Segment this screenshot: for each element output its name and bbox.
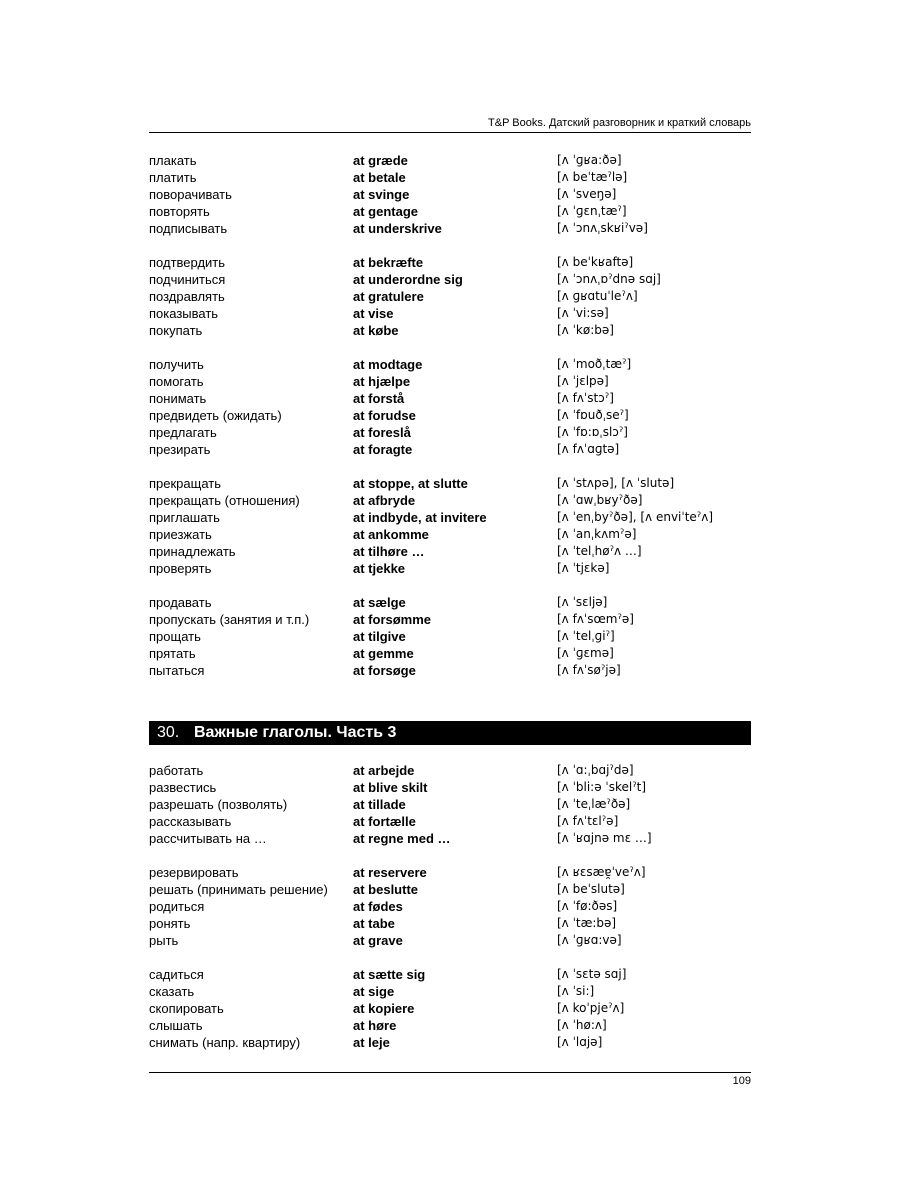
vocab-row [149, 830, 751, 847]
danish-term: at betale [353, 170, 406, 185]
russian-term: родиться [149, 899, 205, 914]
transcription: [ʌ ˈʁɑjnə mɛ …] [557, 831, 652, 845]
russian-term: прощать [149, 629, 201, 644]
vocab-row [149, 796, 751, 813]
danish-term: at forstå [353, 391, 405, 406]
danish-term: at leje [353, 1035, 390, 1050]
danish-term: at tilgive [353, 629, 406, 644]
transcription: [ʌ ɡʁɑtuˈleˀʌ] [557, 289, 638, 303]
transcription: [ʌ fʌˈsøˀjə] [557, 663, 621, 677]
section-title: Важные глаголы. Часть 3 [194, 724, 397, 741]
transcription: [ʌ ˈfɒuðˌseˀ] [557, 408, 629, 422]
russian-term: предлагать [149, 425, 217, 440]
vocab-row [149, 628, 751, 645]
vocab-row [149, 254, 751, 271]
vocab-group [149, 966, 751, 1051]
russian-term: скопировать [149, 1001, 224, 1016]
vocab-row [149, 779, 751, 796]
danish-term: at grave [353, 933, 403, 948]
vocab-group [149, 594, 751, 679]
russian-term: прекращать (отношения) [149, 493, 300, 508]
vocab-row [149, 152, 751, 169]
transcription: [ʌ ˈenˌbyˀðə], [ʌ enviˈteˀʌ] [557, 510, 713, 524]
vocab-row [149, 203, 751, 220]
vocab-group [149, 152, 751, 237]
vocab-row [149, 288, 751, 305]
transcription: [ʌ ˈɔnʌˌskʁiˀvə] [557, 221, 648, 235]
russian-term: подписывать [149, 221, 228, 236]
vocab-group [149, 254, 751, 339]
danish-term: at afbryde [353, 493, 416, 508]
transcription: [ʌ ˈɑ:ˌbɑjˀdə] [557, 763, 634, 777]
danish-term: at fortælle [353, 814, 416, 829]
russian-term: ронять [149, 916, 191, 931]
transcription: [ʌ beˈkʁaftə] [557, 255, 634, 269]
transcription: [ʌ fʌˈsœmˀə] [557, 612, 634, 626]
transcription: [ʌ ˈɡʁa:ðə] [557, 153, 622, 167]
russian-term: помогать [149, 374, 204, 389]
danish-term: at modtage [353, 357, 423, 372]
danish-term: at svinge [353, 187, 410, 202]
vocab-row [149, 271, 751, 288]
vocab-row [149, 1000, 751, 1017]
russian-term: продавать [149, 595, 212, 610]
danish-term: at hjælpe [353, 374, 411, 389]
vocab-row [149, 356, 751, 373]
russian-term: слышать [149, 1018, 203, 1033]
vocab-row [149, 762, 751, 779]
transcription: [ʌ ˈanˌkʌmˀə] [557, 527, 637, 541]
russian-term: рассчитывать на … [149, 831, 267, 846]
vocab-row [149, 915, 751, 932]
transcription: [ʌ ˈteˌlæˀðə] [557, 797, 631, 811]
danish-term: at ankomme [353, 527, 429, 542]
russian-term: предвидеть (ожидать) [149, 408, 282, 423]
danish-term: at bekræfte [353, 255, 424, 270]
danish-term: at sælge [353, 595, 406, 610]
russian-term: садиться [149, 967, 204, 982]
vocab-row [149, 526, 751, 543]
danish-term: at kopiere [353, 1001, 415, 1016]
danish-term: at fødes [353, 899, 403, 914]
russian-term: прекращать [149, 476, 222, 491]
vocab-row [149, 1034, 751, 1051]
russian-term: платить [149, 170, 197, 185]
danish-term: at købe [353, 323, 399, 338]
vocab-row [149, 611, 751, 628]
danish-term: at gentage [353, 204, 419, 219]
vocab-row [149, 424, 751, 441]
transcription: [ʌ ˈsi:] [557, 984, 595, 998]
danish-term: at forsøge [353, 663, 416, 678]
russian-term: повторять [149, 204, 210, 219]
russian-term: пропускать (занятия и т.п.) [149, 612, 310, 627]
russian-term: понимать [149, 391, 207, 406]
vocab-row [149, 390, 751, 407]
danish-term: at blive skilt [353, 780, 428, 795]
transcription: [ʌ ˈɡʁɑ:və] [557, 933, 622, 947]
transcription: [ʌ ˈɡɛmə] [557, 646, 614, 660]
transcription: [ʌ ˈtelˌɡiˀ] [557, 629, 615, 643]
danish-term: at indbyde, at invitere [353, 510, 487, 525]
russian-term: поздравлять [149, 289, 225, 304]
vocab-group [149, 356, 751, 458]
danish-term: at arbejde [353, 763, 415, 778]
russian-term: подтвердить [149, 255, 226, 270]
page-number: 109 [732, 1075, 751, 1087]
russian-term: получить [149, 357, 204, 372]
vocab-row [149, 1017, 751, 1034]
danish-term: at underskrive [353, 221, 442, 236]
vocab-group [149, 762, 751, 847]
danish-term: at tillade [353, 797, 406, 812]
transcription: [ʌ ˈɡɛnˌtæˀ] [557, 204, 627, 218]
transcription: [ʌ koˈpjeˀʌ] [557, 1001, 625, 1015]
russian-term: поворачивать [149, 187, 232, 202]
russian-term: сказать [149, 984, 195, 999]
transcription: [ʌ fʌˈstɔˀ] [557, 391, 614, 405]
vocab-row [149, 475, 751, 492]
danish-term: at høre [353, 1018, 397, 1033]
danish-term: at gemme [353, 646, 414, 661]
russian-term: покупать [149, 323, 203, 338]
danish-term: at foreslå [353, 425, 411, 440]
russian-term: разрешать (позволять) [149, 797, 288, 812]
russian-term: рыть [149, 933, 179, 948]
transcription: [ʌ ˈlɑjə] [557, 1035, 603, 1049]
transcription: [ʌ ˈfø:ðəs] [557, 899, 618, 913]
russian-term: работать [149, 763, 204, 778]
danish-term: at tabe [353, 916, 395, 931]
transcription: [ʌ ʁɛsæɐ̯ˈveˀʌ] [557, 865, 646, 879]
danish-term: at tilhøre … [353, 544, 425, 559]
russian-term: проверять [149, 561, 212, 576]
danish-term: at foragte [353, 442, 413, 457]
vocab-row [149, 594, 751, 611]
vocab-row [149, 186, 751, 203]
danish-term: at reservere [353, 865, 427, 880]
transcription: [ʌ ˈsɛtə sɑj] [557, 967, 627, 981]
transcription: [ʌ ˈhø:ʌ] [557, 1018, 607, 1032]
transcription: [ʌ ˈɔnʌˌɒˀdnə sɑj] [557, 272, 661, 286]
russian-term: прятать [149, 646, 196, 661]
russian-term: презирать [149, 442, 211, 457]
transcription: [ʌ fʌˈɑɡtə] [557, 442, 620, 456]
danish-term: at beslutte [353, 882, 419, 897]
vocabulary-section-29-continued [149, 152, 751, 696]
danish-term: at tjekke [353, 561, 406, 576]
transcription: [ʌ ˈvi:sə] [557, 306, 609, 320]
russian-term: резервировать [149, 865, 239, 880]
vocab-row [149, 441, 751, 458]
vocab-row [149, 881, 751, 898]
russian-term: пытаться [149, 663, 205, 678]
vocab-row [149, 509, 751, 526]
vocab-row [149, 983, 751, 1000]
vocab-row [149, 560, 751, 577]
transcription: [ʌ beˈtæˀlə] [557, 170, 628, 184]
vocab-group [149, 864, 751, 949]
danish-term: at forsømme [353, 612, 432, 627]
danish-term: at forudse [353, 408, 416, 423]
transcription: [ʌ ˈjɛlpə] [557, 374, 609, 388]
russian-term: плакать [149, 153, 197, 168]
transcription: [ʌ fʌˈtɛlˀə] [557, 814, 619, 828]
section-heading [149, 721, 751, 745]
vocab-row [149, 373, 751, 390]
transcription: [ʌ ˈɑwˌbʁyˀðə] [557, 493, 643, 507]
danish-term: at underordne sig [353, 272, 463, 287]
danish-term: at regne med … [353, 831, 451, 846]
vocab-row [149, 169, 751, 186]
danish-term: at sige [353, 984, 395, 999]
russian-term: рассказывать [149, 814, 232, 829]
vocab-row [149, 407, 751, 424]
vocab-row [149, 898, 751, 915]
russian-term: приглашать [149, 510, 220, 525]
vocab-row [149, 492, 751, 509]
section-number: 30. [157, 724, 180, 741]
vocab-group [149, 475, 751, 577]
vocab-row [149, 932, 751, 949]
russian-term: развестись [149, 780, 217, 795]
transcription: [ʌ beˈslutə] [557, 882, 625, 896]
transcription: [ʌ ˈmoðˌtæˀ] [557, 357, 632, 371]
header-rule [149, 132, 751, 133]
footer-rule [149, 1072, 751, 1073]
transcription: [ʌ ˈkø:bə] [557, 323, 614, 337]
vocab-row [149, 813, 751, 830]
vocabulary-section-30 [149, 762, 751, 1068]
vocab-row [149, 220, 751, 237]
vocab-row [149, 322, 751, 339]
transcription: [ʌ ˈtjɛkə] [557, 561, 610, 575]
transcription: [ʌ ˈtæ:bə] [557, 916, 617, 930]
vocab-row [149, 305, 751, 322]
russian-term: показывать [149, 306, 219, 321]
danish-term: at stoppe, at slutte [353, 476, 468, 491]
transcription: [ʌ ˈfɒ:ɒˌslɔˀ] [557, 425, 628, 439]
danish-term: at vise [353, 306, 394, 321]
running-head: T&P Books. Датский разговорник и краткий словарь [488, 117, 751, 129]
transcription: [ʌ ˈbli:ə ˈskelˀt] [557, 780, 647, 794]
vocab-row [149, 966, 751, 983]
vocab-row [149, 543, 751, 560]
transcription: [ʌ ˈstʌpə], [ʌ ˈslutə] [557, 476, 675, 490]
vocab-row [149, 645, 751, 662]
danish-term: at gratulere [353, 289, 424, 304]
danish-term: at sætte sig [353, 967, 426, 982]
russian-term: снимать (напр. квартиру) [149, 1035, 301, 1050]
russian-term: приезжать [149, 527, 212, 542]
danish-term: at græde [353, 153, 408, 168]
vocab-row [149, 662, 751, 679]
russian-term: решать (принимать решение) [149, 882, 328, 897]
transcription: [ʌ ˈtelˌhøˀʌ …] [557, 544, 642, 558]
transcription: [ʌ ˈsveŋə] [557, 187, 617, 201]
vocab-row [149, 864, 751, 881]
russian-term: принадлежать [149, 544, 236, 559]
transcription: [ʌ ˈsɛljə] [557, 595, 608, 609]
russian-term: подчиниться [149, 272, 226, 287]
